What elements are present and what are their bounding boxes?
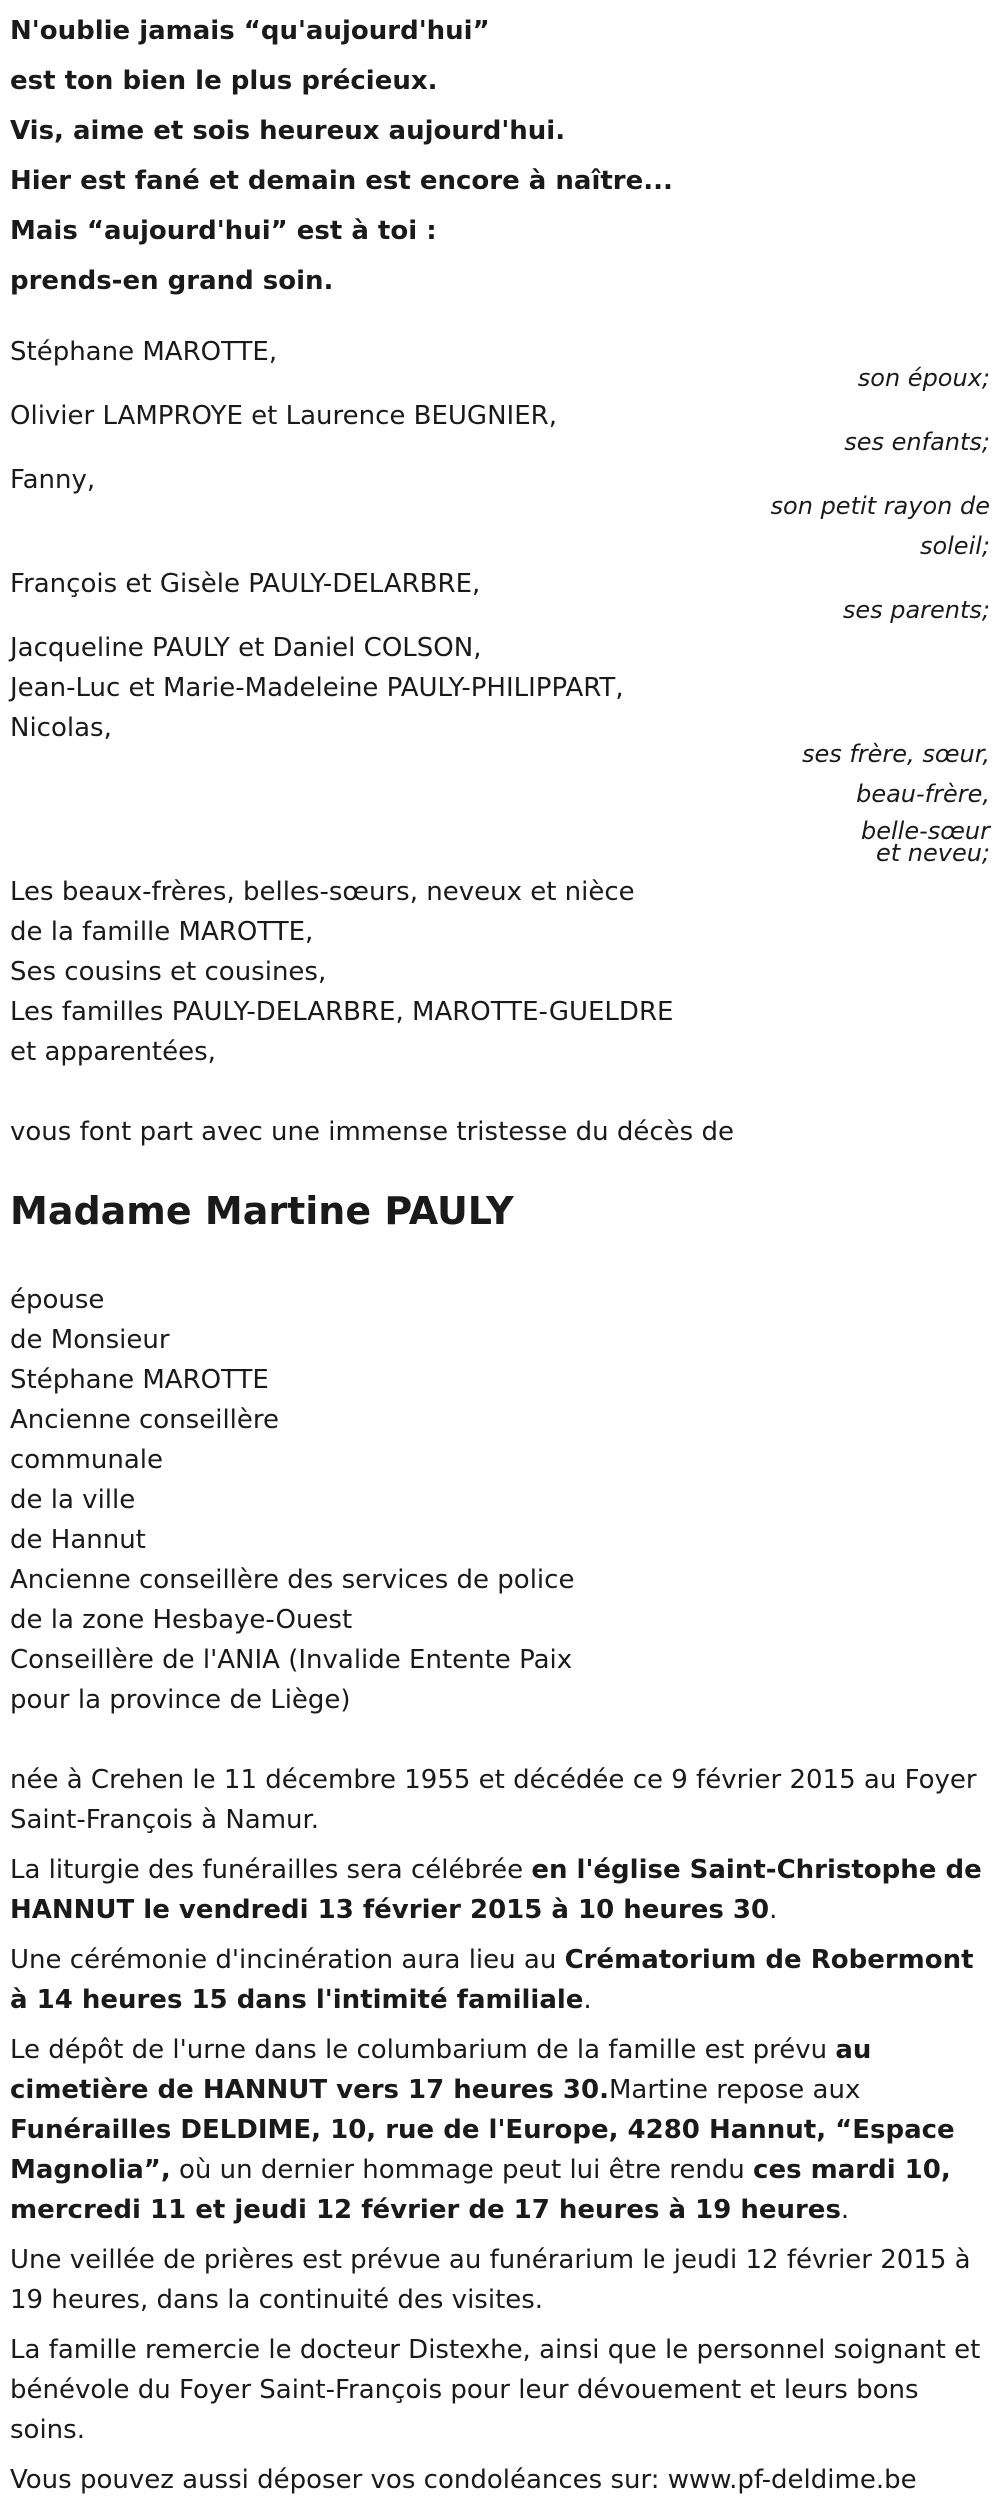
title-line: de Hannut — [10, 1525, 146, 1555]
poem-line: N'oublie jamais “qu'aujourd'hui” — [10, 16, 490, 46]
poem-line: Hier est fané et demain est encore à naître... — [10, 166, 673, 196]
funeral-home-address: Funérailles DELDIME, 10, rue de l'Europe, 4280 Hannut, “Espace Magnolia”, — [10, 2115, 955, 2185]
children-relation: ses enfants; — [844, 428, 990, 456]
extended-family — [10, 872, 770, 1072]
title-line: Conseillère de l'ANIA (Invalide Entente Paix — [10, 1645, 573, 1675]
vigil-paragraph: Une veillée de prières est prévue au funérarium le jeudi 12 février 2015 à 19 heures, dans la continuité des visites. — [10, 2245, 971, 2315]
extended-line: Les familles PAULY-DELARBRE, MAROTTE-GUELDRE — [10, 997, 674, 1027]
grandchild-relation-line: soleil; — [919, 532, 990, 560]
funeral-paragraph — [10, 1850, 990, 1930]
thanks-paragraph: La famille remercie le docteur Distexhe, ainsi que le personnel soignant et bénévole du Foyer Saint-François pour leur dévouement et leurs bons soins. — [10, 2335, 981, 2445]
spouse-name: Stéphane MAROTTE, — [10, 337, 278, 367]
rest-intro: Martine repose aux — [609, 2075, 861, 2105]
cremation-paragraph — [10, 1940, 990, 2020]
title-line: communale — [10, 1445, 163, 1475]
funeral-end: . — [769, 1895, 778, 1925]
extended-line: Ses cousins et cousines, — [10, 957, 327, 987]
rest-mid: où un dernier hommage peut lui être rendu — [170, 2155, 754, 2185]
poem-line: Mais “aujourd'hui” est à toi : — [10, 216, 437, 246]
children-names: Olivier LAMPROYE et Laurence BEUGNIER, — [10, 401, 557, 431]
deceased-titles — [10, 1280, 770, 1720]
funeral-intro: La liturgie des funérailles sera célébrée — [10, 1855, 532, 1885]
sibling-name-line: Nicolas, — [10, 713, 112, 743]
title-line: pour la province de Liège) — [10, 1685, 351, 1715]
rest-end: . — [840, 2195, 850, 2225]
poem-line: prends-en grand soin. — [10, 266, 334, 296]
grandchild-name: Fanny, — [10, 465, 96, 495]
urn-location-time: au cimetière de HANNUT vers 17 heures 30. — [10, 2035, 872, 2105]
cremation-location-time: Crématorium de Robermont à 14 heures 15 dans l'intimité familiale — [10, 1945, 974, 2015]
birth-death-paragraph: née à Crehen le 11 décembre 1955 et décédée ce 9 février 2015 au Foyer Saint-François à Namur. — [10, 1765, 977, 1835]
grandchild-relation-line: son petit rayon de — [770, 492, 990, 520]
visiting-hours: ces mardi 10, mercredi 11 et jeudi 12 février de 17 heures à 19 heures — [10, 2155, 951, 2225]
spouse-relation: son époux; — [857, 364, 990, 392]
cremation-end: . — [583, 1985, 592, 2015]
sibling-name-line: Jean-Luc et Marie-Madeleine PAULY-PHILIPPART, — [10, 673, 624, 703]
extended-line: et apparentées, — [10, 1037, 216, 1067]
title-line: de la zone Hesbaye-Ouest — [10, 1605, 353, 1635]
siblings-relation-line: belle-sœur — [860, 817, 990, 845]
poem-line: est ton bien le plus précieux. — [10, 66, 438, 96]
title-line: de Monsieur — [10, 1325, 170, 1355]
title-line: Ancienne conseillère des services de police — [10, 1565, 575, 1595]
siblings-relation-line: et neveu; — [875, 839, 990, 867]
title-line: Ancienne conseillère — [10, 1405, 280, 1435]
siblings-relation-line: ses frère, sœur, — [801, 740, 990, 768]
deceased-name: Madame Martine PAULY — [10, 1189, 514, 1233]
parents-names: François et Gisèle PAULY-DELARBRE, — [10, 569, 481, 599]
siblings-relation-line: beau-frère, — [856, 780, 990, 808]
cremation-intro: Une cérémonie d'incinération aura lieu au — [10, 1945, 565, 1975]
urn-and-visits-paragraph — [10, 2030, 990, 2230]
urn-intro: Le dépôt de l'urne dans le columbarium de la famille est prévu — [10, 2035, 836, 2065]
extended-line: de la famille MAROTTE, — [10, 917, 314, 947]
poem-line: Vis, aime et sois heureux aujourd'hui. — [10, 116, 566, 146]
title-line: Stéphane MAROTTE — [10, 1365, 269, 1395]
title-line: épouse — [10, 1285, 105, 1315]
extended-line: Les beaux-frères, belles-sœurs, neveux et nièce — [10, 877, 635, 907]
poem — [10, 6, 910, 306]
sibling-name-line: Jacqueline PAULY et Daniel COLSON, — [10, 633, 482, 663]
parents-relation: ses parents; — [842, 596, 990, 624]
title-line: de la ville — [10, 1485, 136, 1515]
funeral-location-time: en l'église Saint-Christophe de HANNUT le vendredi 13 février 2015 à 10 heures 30 — [10, 1855, 982, 1925]
announcement: vous font part avec une immense tristesse du décès de — [10, 1117, 734, 1147]
condolences-paragraph: Vous pouvez aussi déposer vos condoléances sur: www.pf-deldime.be — [10, 2465, 917, 2495]
